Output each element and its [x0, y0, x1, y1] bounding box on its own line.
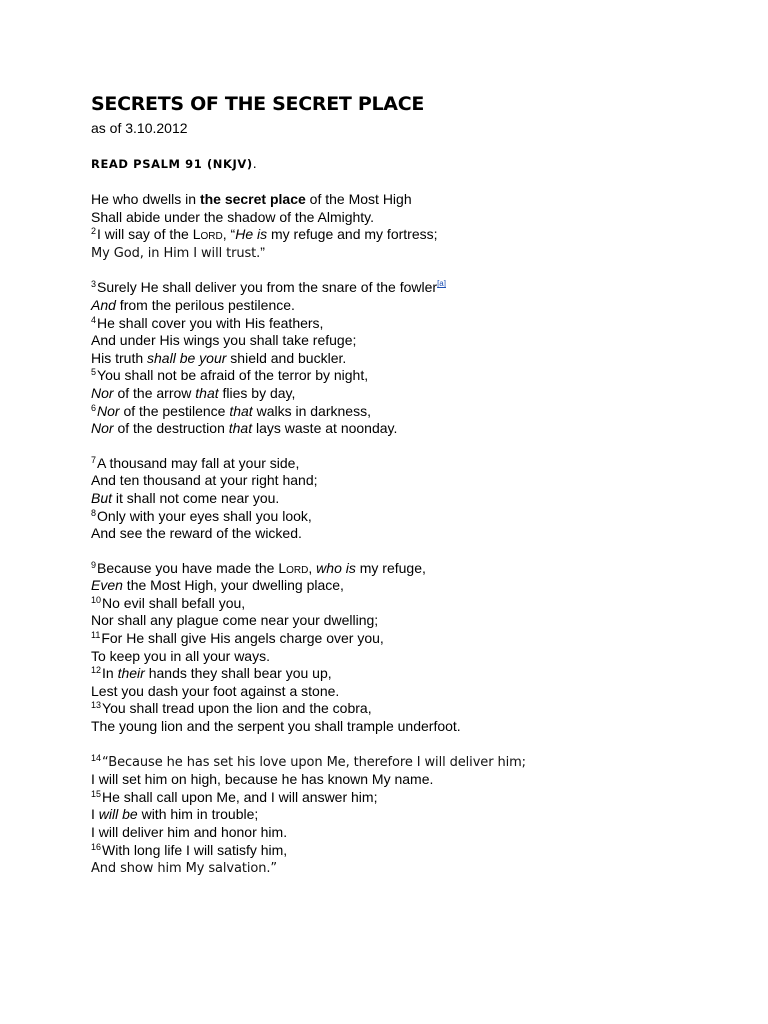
verse-text: Because you have made the L [97, 559, 287, 576]
italic-text: Nor [91, 420, 114, 437]
verse-text: , “ [222, 226, 236, 243]
verse-4-line-a [91, 315, 751, 333]
verse-15-line-a [91, 789, 751, 807]
italic-text: that [195, 384, 219, 401]
verse-number: 6 [91, 402, 97, 413]
verse-number: 2 [91, 226, 97, 237]
reading-label: READ PSALM 91 (NKJV) [91, 157, 253, 171]
verse-5-line-a [91, 367, 751, 385]
verse-text: And show him My salvation.” [91, 861, 278, 877]
small-caps-text: ord [286, 559, 309, 576]
verse-text: Only with your eyes shall you look, [97, 507, 312, 524]
verse-text: lays waste at noonday. [252, 420, 398, 437]
verse-number: 13 [91, 700, 102, 711]
verse-number: 16 [91, 841, 102, 852]
stanza-5 [91, 753, 751, 878]
document-page [91, 92, 751, 878]
italic-text: who is [316, 559, 356, 576]
verse-6-line-a [91, 403, 751, 421]
italic-text: He is [235, 226, 268, 243]
verse-text: I will say of the L [97, 226, 201, 243]
stanza-3 [91, 455, 751, 543]
verse-text: He who dwells in [91, 191, 200, 207]
italic-text: Nor [91, 384, 114, 401]
verse-text: In [102, 665, 118, 682]
verse-15-line-b [91, 806, 751, 824]
verse-number: 11 [91, 630, 101, 641]
italic-text: Even [91, 577, 123, 594]
verse-text: For He shall give His angels charge over you, [101, 630, 384, 647]
verse-text: from the perilous pestilence. [115, 296, 295, 313]
italic-text: But [91, 489, 113, 506]
verse-number: 15 [91, 788, 102, 799]
italic-text: Nor [97, 402, 120, 419]
stanza-2 [91, 279, 751, 437]
italic-text: will be [98, 806, 138, 823]
verse-8-line-a [91, 508, 751, 526]
verse-number: 9 [91, 559, 97, 570]
verse-16-line-a [91, 842, 751, 860]
verse-text: of the destruction [113, 420, 229, 437]
stanza-1 [91, 191, 751, 262]
verse-number: 12 [91, 665, 102, 676]
verse-7-line-a [91, 455, 751, 473]
verse-text: He shall cover you with His feathers, [97, 314, 324, 331]
verse-text: Surely He shall deliver you from the snare of the fowler [97, 279, 438, 296]
italic-text: that [228, 420, 253, 437]
verse-3-line-a [91, 279, 751, 297]
verse-10-line-b: Nor shall any plague come near your dwelling; [91, 612, 379, 629]
verse-1-line-a [91, 191, 751, 209]
verse-15-line-c: I will deliver him and honor him. [91, 824, 288, 840]
verse-12-line-a [91, 665, 751, 683]
verse-text: ” [260, 243, 265, 260]
reading-instruction [91, 154, 751, 173]
italic-text: that [229, 402, 253, 419]
verse-5-line-b [91, 385, 751, 403]
verse-12-line-b: Lest you dash your foot against a stone. [91, 682, 340, 699]
footnote-link[interactable]: [a] [437, 279, 446, 289]
verse-number: 14 [91, 752, 102, 763]
verse-text: it shall not come near you. [112, 489, 280, 506]
verse-text: His truth [91, 349, 148, 366]
verse-6-line-b [91, 420, 751, 438]
page-title: SECRETS OF THE SECRET PLACE [91, 93, 425, 115]
verse-10-line-a [91, 595, 751, 613]
emphasis-text: the secret place [199, 191, 306, 207]
verse-number: 3 [91, 279, 97, 290]
verse-text: with him in trouble; [137, 806, 259, 823]
verse-text: With long life I will satisfy him, [102, 841, 288, 858]
verse-text: shield and buckler. [226, 349, 347, 366]
verse-11-line-b: To keep you in all your ways. [91, 647, 270, 664]
verse-9-line-a [91, 560, 751, 578]
verse-text: my refuge and my fortress; [267, 226, 438, 243]
verse-text: “Because he has set his love upon Me, therefore I will deliver him; [102, 754, 526, 770]
verse-7-line-c [91, 490, 751, 508]
verse-13-line-a [91, 700, 751, 718]
verse-11-line-a [91, 630, 751, 648]
as-of-date: as of 3.10.2012 [91, 120, 188, 136]
verse-text: the Most High, your dwelling place, [122, 577, 344, 594]
verse-4-line-b: And under His wings you shall take refuge; [91, 332, 357, 349]
verse-14-line-b: I will set him on high, because he has known My name. [91, 771, 434, 788]
verse-text: my refuge, [355, 559, 426, 576]
verse-text: He shall call upon Me, and I will answer him; [102, 788, 378, 805]
reading-period: . [252, 155, 257, 171]
verse-text: of the Most High [305, 191, 412, 207]
verse-text: A thousand may fall at your side, [97, 454, 300, 471]
verse-text: of the pestilence [119, 402, 230, 419]
verse-text: hands they shall bear you up, [144, 665, 332, 682]
verse-number: 4 [91, 314, 97, 325]
verse-7-line-b: And ten thousand at your right hand; [91, 472, 318, 489]
verse-text: You shall not be afraid of the terror by night, [97, 367, 369, 384]
verse-14-line-a [91, 753, 751, 772]
verse-13-line-b: The young lion and the serpent you shall trample underfoot. [91, 718, 461, 735]
verse-text: I [91, 806, 99, 823]
small-caps-text: ord [200, 226, 223, 243]
verse-number: 10 [91, 594, 102, 605]
stanza-4 [91, 560, 751, 736]
italic-text: their [117, 665, 145, 682]
verse-text: My God, in Him I will trust. [91, 245, 261, 261]
verse-2-line-a [91, 226, 751, 244]
verse-2-line-b [91, 244, 751, 263]
verse-text: walks in darkness, [252, 402, 371, 419]
verse-8-line-b: And see the reward of the wicked. [91, 525, 302, 542]
verse-number: 5 [91, 367, 97, 378]
verse-16-line-b [91, 859, 751, 878]
verse-1-line-b: Shall abide under the shadow of the Almighty. [91, 208, 375, 225]
verse-9-line-b [91, 577, 751, 595]
verse-4-line-c [91, 350, 751, 368]
verse-text: of the arrow [113, 384, 196, 401]
verse-text: You shall tread upon the lion and the cobra, [102, 700, 372, 717]
verse-text: No evil shall befall you, [102, 594, 246, 611]
verse-3-line-b [91, 297, 751, 315]
verse-number: 7 [91, 454, 97, 465]
verse-text: , [308, 559, 317, 576]
italic-text: shall be your [147, 349, 227, 366]
verse-number: 8 [91, 507, 97, 518]
verse-text: flies by day, [218, 384, 296, 401]
italic-text: And [91, 296, 116, 313]
